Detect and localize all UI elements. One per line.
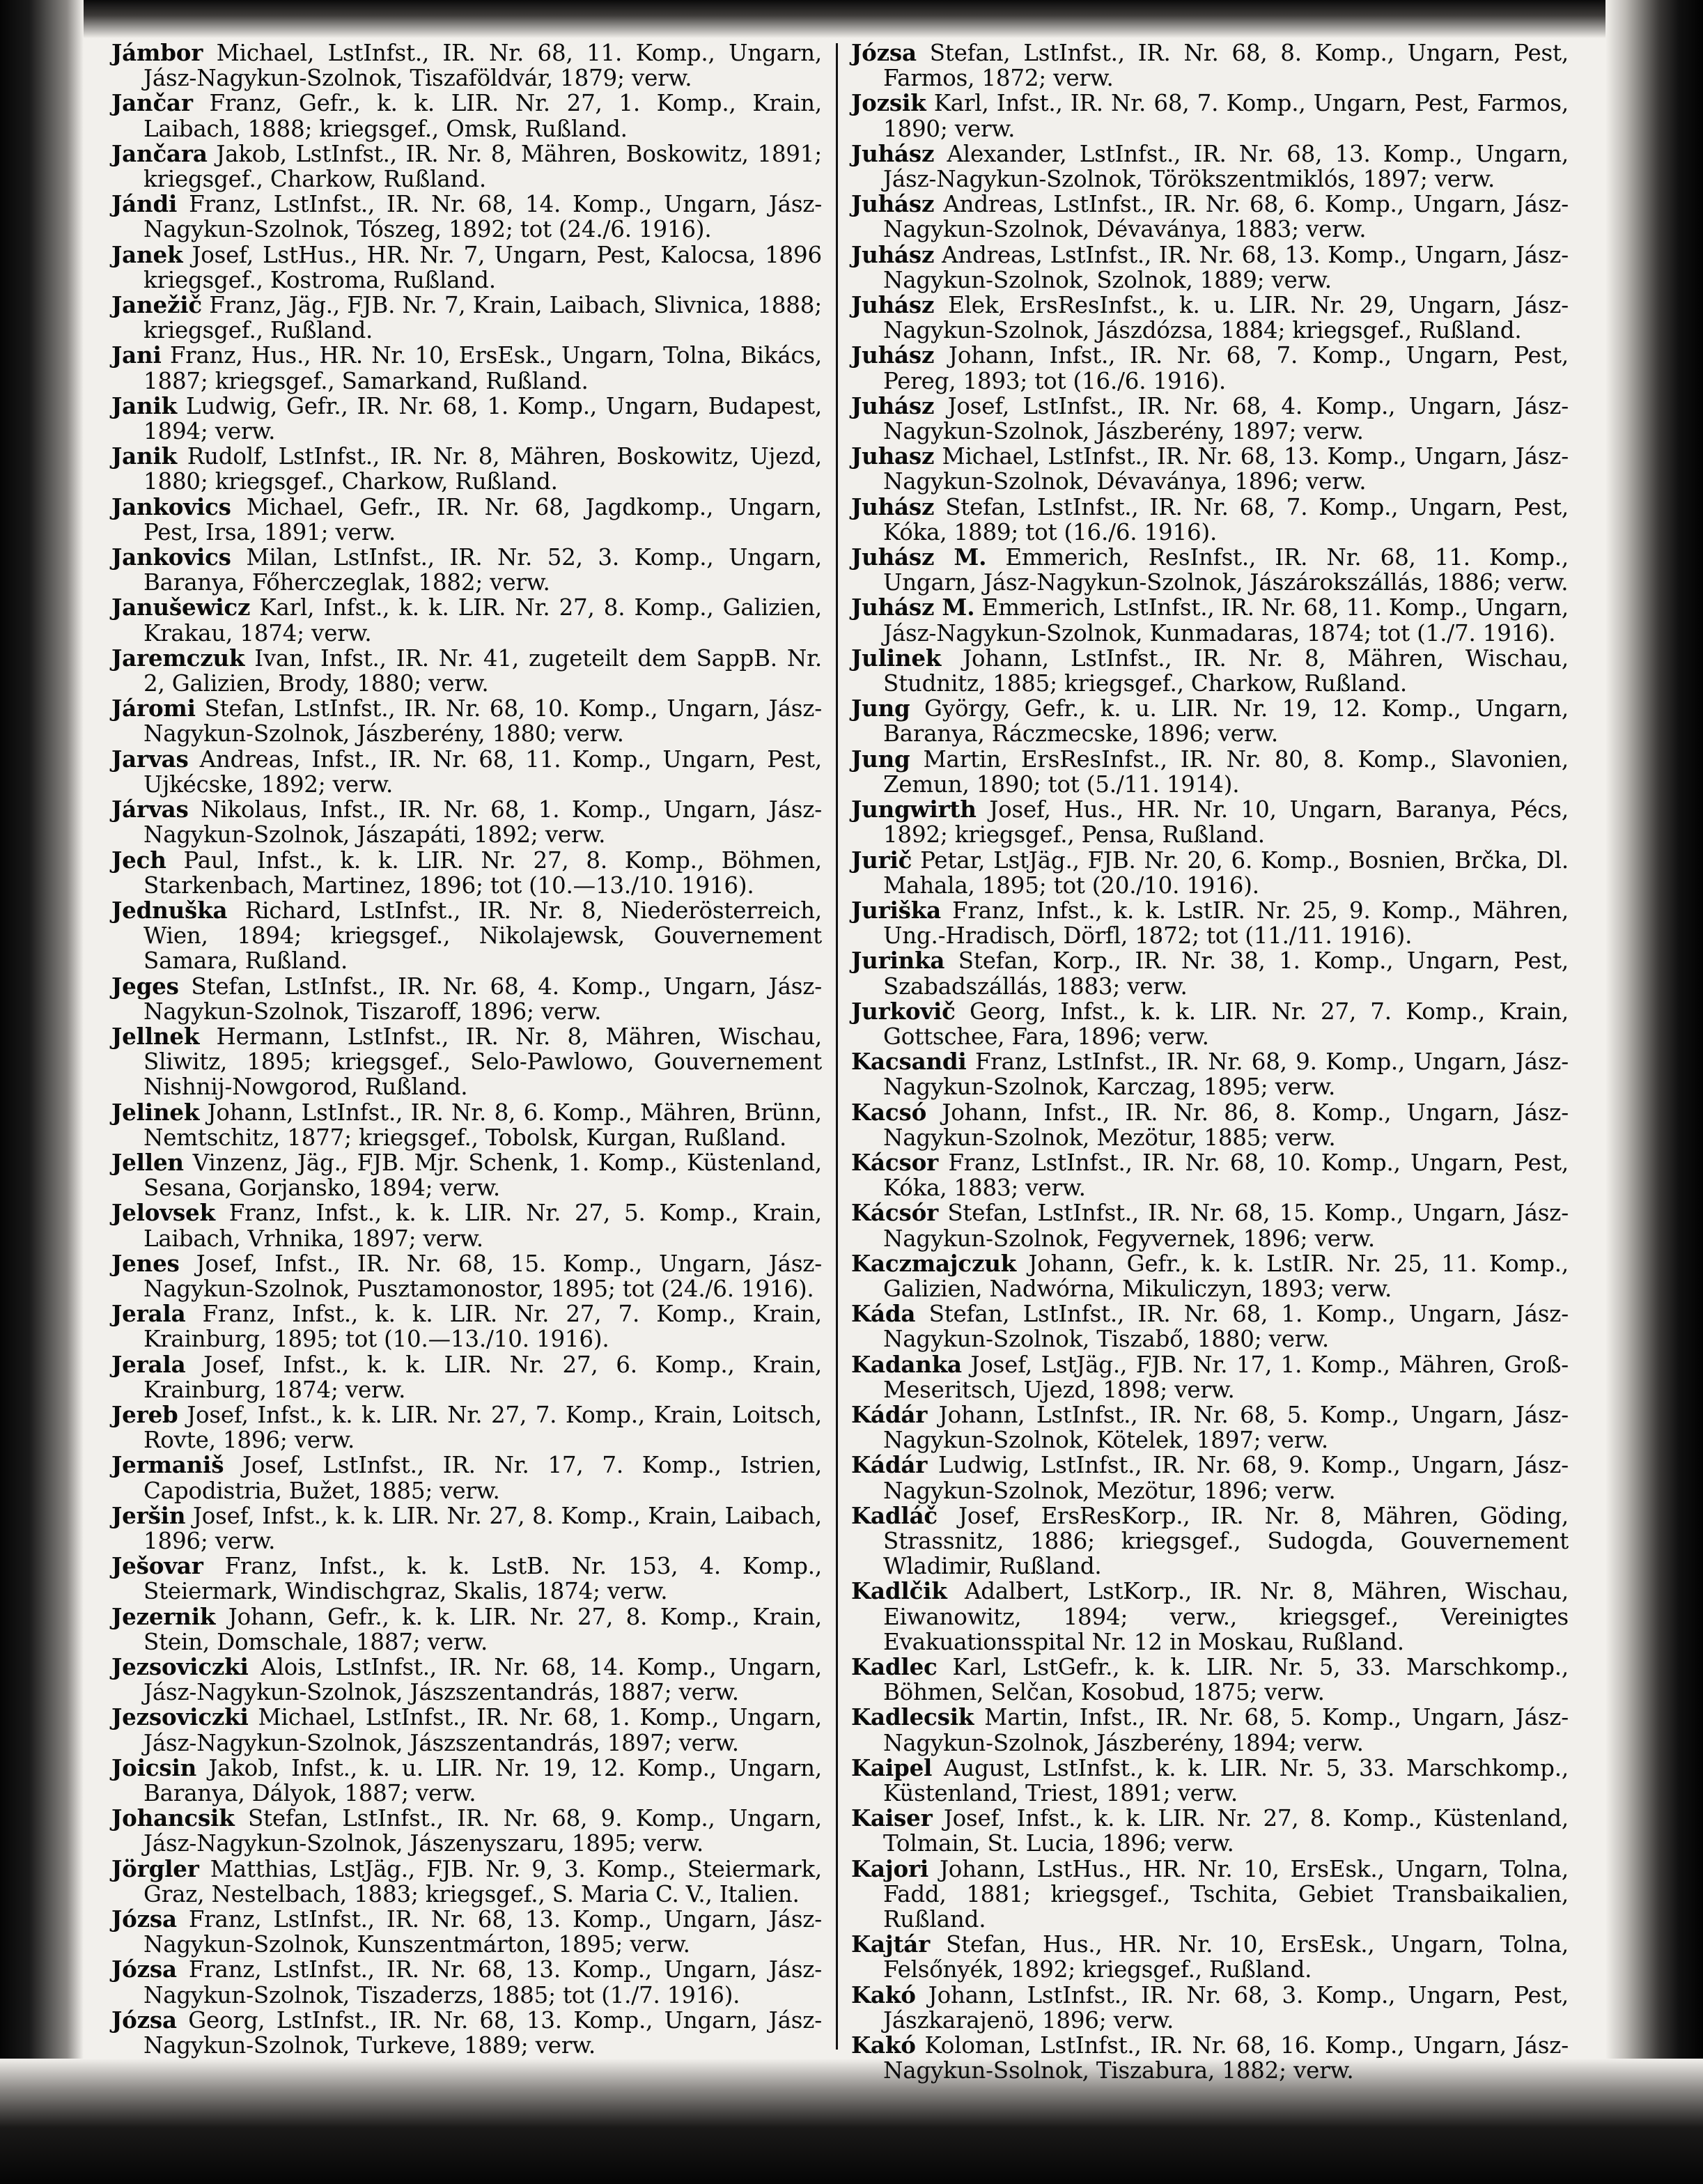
entry-details: Martin, ErsResInfst., IR. Nr. 80, 8. Komp., Slavonien, Zemun, 1890; tot (5./11. 1914).: [883, 745, 1569, 798]
entry-details: Josef, Infst., k. k. LIR. Nr. 27, 7. Komp., Krain, Loitsch, Rovte, 1896; verw.: [143, 1401, 822, 1454]
entry-details: Michael, LstInfst., IR. Nr. 68, 11. Komp., Ungarn, Jász-Nagykun-Szolnok, Tiszaföldvár, 1879; verw.: [143, 40, 822, 92]
list-entry: [111, 1352, 822, 1402]
entry-surname: Johancsik: [111, 1804, 235, 1832]
entry-surname: Juhász: [851, 493, 935, 520]
entry-details: Vinzenz, Jäg., FJB. Mjr. Schenk, 1. Komp., Küstenland, Sesana, Gorjansko, 1894; verw.: [143, 1149, 822, 1202]
entry-surname: Kácsór: [851, 1199, 938, 1227]
list-entry: [851, 646, 1569, 696]
entry-surname: Józsa: [111, 1955, 177, 1983]
entry-details: Stefan, LstInfst., IR. Nr. 68, 8. Komp., Ungarn, Pest, Farmos, 1872; verw.: [883, 40, 1569, 92]
list-entry: [111, 1753, 823, 1807]
entry-surname: Kaiser: [851, 1804, 933, 1832]
list-entry: [111, 595, 822, 645]
list-entry: [851, 242, 1569, 293]
list-entry: [851, 999, 1569, 1049]
entry-details: Alois, LstInfst., IR. Nr. 68, 14. Komp., Ungarn, Jász-Nagykun-Szolnok, Jászszentandrás, 1887; verw.: [143, 1654, 822, 1706]
entry-details: Jakob, Infst., k. u. LIR. Nr. 19, 12. Komp., Ungarn, Baranya, Dályok, 1887; verw.: [143, 1754, 823, 1807]
entry-details: Michael, LstInfst., IR. Nr. 68, 13. Komp., Ungarn, Jász-Nagykun-Szolnok, Dévaványa, 1896; verw.: [883, 443, 1569, 495]
list-entry: [851, 192, 1569, 242]
entry-details: Johann, Gefr., k. k. LIR. Nr. 27, 8. Komp., Krain, Stein, Domschale, 1887; verw.: [143, 1603, 822, 1655]
list-entry: [851, 1402, 1569, 1453]
list-entry: [111, 747, 822, 797]
entry-surname: Jankovics: [111, 493, 231, 520]
entry-surname: Kacsandi: [851, 1048, 967, 1076]
list-entry: [111, 1301, 822, 1352]
entry-surname: Jámbor: [111, 39, 203, 66]
list-entry: [111, 495, 822, 545]
scan-edge-top: [0, 0, 1703, 38]
entry-details: Stefan, LstInfst., IR. Nr. 68, 4. Komp., Ungarn, Jász-Nagykun-Szolnok, Tiszaroff, 1896; verw.: [143, 973, 822, 1025]
entry-surname: Janežič: [111, 291, 202, 319]
entry-details: Johann, LstInfst., IR. Nr. 68, 5. Komp., Ungarn, Jász-Nagykun-Szolnok, Kötelek, 1897; verw.: [883, 1401, 1569, 1454]
entry-details: Josef, Infst., k. k. LIR. Nr. 27, 6. Komp., Krain, Krainburg, 1874; verw.: [143, 1351, 822, 1403]
list-entry: [111, 1604, 822, 1655]
entry-surname: Jani: [111, 341, 162, 369]
entry-details: Josef, LstInfst., IR. Nr. 68, 4. Komp., Ungarn, Jász-Nagykun-Szolnok, Jászberény, 1897; verw.: [883, 392, 1569, 445]
entry-details: Stefan, LstInfst., IR. Nr. 68, 10. Komp., Ungarn, Jász-Nagykun-Szolnok, Jászberény, 1880; verw.: [143, 695, 822, 748]
entry-surname: Kadlčik: [851, 1577, 947, 1605]
entry-details: Paul, Infst., k. k. LIR. Nr. 27, 8. Komp., Böhmen, Starkenbach, Martinez, 1896; tot (10.—13./10. 1916).: [143, 846, 822, 899]
list-entry: [111, 1503, 822, 1554]
entry-details: Milan, LstInfst., IR. Nr. 52, 3. Komp., Ungarn, Baranya, Főherczeglak, 1882; verw.: [143, 544, 822, 596]
list-entry: [111, 91, 822, 141]
entry-surname: Juhász M.: [851, 594, 975, 621]
entry-surname: Jörgler: [111, 1854, 199, 1882]
list-entry: [111, 1100, 822, 1150]
entry-surname: Kakó: [851, 2031, 916, 2059]
list-entry: [851, 2033, 1569, 2083]
entry-surname: Kakó: [851, 1981, 916, 2008]
list-entry: [111, 2008, 822, 2058]
entry-surname: Janik: [111, 392, 177, 419]
entry-surname: Jenes: [111, 1249, 180, 1277]
entry-surname: Jelinek: [111, 1098, 200, 1126]
entry-surname: Juhász: [851, 240, 935, 268]
entry-surname: Jeges: [111, 972, 179, 1000]
entry-details: Rudolf, LstInfst., IR. Nr. 8, Mähren, Boskowitz, Ujezd, 1880; kriegsgef., Charkow, Rußland.: [143, 443, 822, 495]
list-entry: [851, 1705, 1569, 1755]
entry-surname: Jerala: [111, 1300, 186, 1328]
list-entry: [851, 91, 1569, 141]
entry-surname: Jozsik: [851, 89, 926, 117]
entry-details: Richard, LstInfst., IR. Nr. 8, Niederösterreich, Wien, 1894; kriegsgef., Nikolajewsk, Gouvernement Samara, Rußland.: [143, 897, 822, 975]
list-entry: [111, 1854, 822, 1907]
list-entry: [851, 1200, 1569, 1250]
list-entry: [111, 1907, 822, 1957]
entry-details: Andreas, Infst., IR. Nr. 68, 11. Komp., Ungarn, Pest, Ujkécske, 1892; verw.: [143, 745, 822, 798]
entry-surname: Jech: [111, 846, 166, 874]
entry-surname: Jurkovič: [851, 997, 956, 1025]
entry-details: Franz, LstInfst., IR. Nr. 68, 14. Komp., Ungarn, Jász-Nagykun-Szolnok, Tószeg, 1892; tot (24./6. 1916).: [143, 191, 823, 243]
entry-details: Stefan, LstInfst., IR. Nr. 68, 9. Komp., Ungarn, Jász-Nagykun-Szolnok, Jászenyszaru, 1895; verw.: [143, 1805, 822, 1857]
entry-surname: Jurinka: [851, 947, 945, 975]
entry-details: Stefan, Hus., HR. Nr. 10, ErsEsk., Ungarn, Tolna, Felsőnyék, 1892; kriegsgef., Rußland.: [883, 1931, 1569, 1983]
entry-surname: Kádár: [851, 1400, 928, 1428]
list-entry: [851, 1503, 1569, 1579]
entry-details: Franz, LstInfst., IR. Nr. 68, 13. Komp., Ungarn, Jász-Nagykun-Szolnok, Kunszentmárton, 1895; verw.: [143, 1906, 823, 1958]
list-entry: [111, 545, 822, 595]
entry-details: Josef, ErsResKorp., IR. Nr. 8, Mähren, Göding, Strassnitz, 1886; kriegsgef., Sudogda, Gouvernement Wladimir, Rußland.: [883, 1502, 1569, 1580]
entry-details: Michael, LstInfst., IR. Nr. 68, 1. Komp., Ungarn, Jász-Nagykun-Szolnok, Jászszentandrás, 1897; verw.: [143, 1704, 822, 1756]
entry-surname: Józsa: [111, 2006, 177, 2034]
entry-details: August, LstInfst., k. k. LIR. Nr. 5, 33. Marschkomp., Küstenland, Triest, 1891; verw.: [883, 1754, 1569, 1807]
entry-surname: Járvas: [111, 796, 189, 823]
scan-edge-left: [0, 0, 84, 2184]
list-entry: [111, 1554, 822, 1604]
entry-details: Franz, LstInfst., IR. Nr. 68, 13. Komp., Ungarn, Jász-Nagykun-Szolnok, Tiszaderzs, 1885; tot (1./7. 1916).: [143, 1956, 823, 2008]
entry-surname: Jung: [851, 745, 910, 773]
entry-surname: Kadlec: [851, 1653, 938, 1680]
entry-details: Johann, Infst., IR. Nr. 86, 8. Komp., Ungarn, Jász-Nagykun-Szolnok, Mezötur, 1885; verw.: [883, 1099, 1569, 1151]
list-entry: [111, 1150, 822, 1200]
entry-details: Matthias, LstJäg., FJB. Nr. 9, 3. Komp., Steiermark, Graz, Nestelbach, 1883; kriegsgef., S. Maria C. V., Italien.: [143, 1855, 822, 1907]
list-entry: [851, 444, 1569, 494]
entry-details: Franz, LstInfst., IR. Nr. 68, 9. Komp., Ungarn, Jász-Nagykun-Szolnok, Karczag, 1895; verw.: [883, 1048, 1569, 1101]
list-entry: [851, 545, 1569, 595]
list-entry: [111, 1806, 822, 1856]
right-column: [851, 40, 1569, 2083]
entry-details: Stefan, LstInfst., IR. Nr. 68, 7. Komp., Ungarn, Pest, Kóka, 1889; tot (16./6. 1916).: [883, 493, 1569, 545]
entry-surname: Káda: [851, 1300, 916, 1328]
list-entry: [851, 394, 1569, 444]
list-entry: [851, 1251, 1569, 1301]
scan-edge-right: [1605, 0, 1703, 2184]
entry-surname: Jeršin: [111, 1501, 186, 1529]
list-entry: [851, 343, 1569, 393]
entry-surname: Kajtár: [851, 1930, 931, 1958]
entry-details: Johann, LstInfst., IR. Nr. 8, 6. Komp., Mähren, Brünn, Nemtschitz, 1877; kriegsgef., Tobolsk, Kurgan, Rußland.: [143, 1099, 822, 1151]
list-entry: [851, 1352, 1569, 1402]
list-entry: [851, 696, 1569, 746]
entry-details: Karl, Infst., IR. Nr. 68, 7. Komp., Ungarn, Pest, Farmos, 1890; verw.: [883, 90, 1569, 142]
list-entry: [851, 1806, 1569, 1856]
entry-details: Petar, LstJäg., FJB. Nr. 20, 6. Komp., Bosnien, Brčka, Dl. Mahala, 1895; tot (20./10. 1916).: [883, 846, 1569, 899]
list-entry: [851, 1983, 1569, 2033]
entry-surname: Jednuška: [111, 896, 228, 924]
entry-details: Karl, Infst., k. k. LIR. Nr. 27, 8. Komp., Galizien, Krakau, 1874; verw.: [143, 594, 822, 646]
entry-details: Elek, ErsResInfst., k. u. LIR. Nr. 29, Ungarn, Jász-Nagykun-Szolnok, Jászdózsa, 1884; kriegsgef., Rußland.: [883, 292, 1569, 344]
entry-surname: Juhász: [851, 291, 935, 319]
list-entry: [111, 242, 822, 293]
entry-surname: Józsa: [111, 1905, 177, 1933]
entry-surname: Juhász: [851, 190, 935, 218]
entry-surname: Kádár: [851, 1451, 928, 1479]
entry-surname: Ješovar: [111, 1552, 203, 1580]
left-column: [111, 40, 822, 2058]
entry-details: Johann, LstHus., HR. Nr. 10, ErsEsk., Ungarn, Tolna, Fadd, 1881; kriegsgef., Tschita, Gebiet Transbaikalien, Rußland.: [883, 1855, 1569, 1933]
entry-surname: Józsa: [851, 39, 917, 66]
list-entry: [111, 343, 822, 393]
entry-surname: Juriška: [851, 896, 941, 924]
list-entry: [851, 848, 1569, 898]
entry-surname: Joicsin: [111, 1753, 197, 1781]
list-entry: [851, 1049, 1569, 1099]
entry-surname: Jančara: [111, 139, 208, 167]
list-entry: [111, 1402, 822, 1453]
entry-details: Josef, Hus., HR. Nr. 10, Ungarn, Baranya, Pécs, 1892; kriegsgef., Pensa, Rußland.: [883, 796, 1569, 849]
list-entry: [851, 40, 1569, 91]
entry-details: Martin, Infst., IR. Nr. 68, 5. Komp., Ungarn, Jász-Nagykun-Szolnok, Jászberény, 1894; verw.: [883, 1704, 1569, 1756]
entry-details: Johann, LstInfst., IR. Nr. 68, 3. Komp., Ungarn, Pest, Jászkarajenö, 1896; verw.: [883, 1981, 1569, 2034]
entry-surname: Kacsó: [851, 1098, 927, 1126]
entry-surname: Jerala: [111, 1350, 186, 1378]
entry-surname: Kajori: [851, 1854, 929, 1882]
entry-details: Franz, Infst., k. k. LstB. Nr. 153, 4. Komp., Steiermark, Windischgraz, Skalis, 1874; verw.: [143, 1553, 822, 1605]
entry-surname: Jarvas: [111, 745, 189, 773]
list-entry: [111, 1705, 822, 1755]
entry-surname: Janek: [111, 240, 183, 268]
entry-details: Josef, Infst., IR. Nr. 68, 15. Komp., Ungarn, Jász-Nagykun-Szolnok, Pusztamonostor, 1895; tot (24./6. 1916).: [143, 1250, 822, 1302]
list-entry: [851, 1655, 1569, 1705]
entry-surname: Kaczmajczuk: [851, 1249, 1016, 1277]
entry-details: Stefan, LstInfst., IR. Nr. 68, 1. Komp., Ungarn, Jász-Nagykun-Szolnok, Tiszabő, 1880; verw.: [883, 1301, 1569, 1353]
list-entry: [111, 1957, 822, 2007]
list-entry: [111, 1024, 822, 1100]
entry-surname: Jereb: [111, 1400, 178, 1428]
list-entry: [851, 1579, 1569, 1655]
list-entry: [111, 646, 822, 696]
entry-details: Ivan, Infst., IR. Nr. 41, zugeteilt dem SappB. Nr. 2, Galizien, Brody, 1880; verw.: [143, 644, 822, 697]
entry-surname: Kácsor: [851, 1148, 938, 1176]
list-entry: [851, 293, 1569, 343]
list-entry: [111, 1453, 822, 1503]
entry-details: Franz, Infst., k. k. LIR. Nr. 27, 7. Komp., Krain, Krainburg, 1895; tot (10.—13./10. 1916).: [143, 1301, 822, 1353]
list-entry: [851, 141, 1569, 192]
entry-surname: Juhász: [851, 139, 935, 167]
list-entry: [111, 1655, 822, 1705]
column-divider: [836, 43, 838, 2050]
entry-details: Franz, Infst., k. k. LIR. Nr. 27, 5. Komp., Krain, Laibach, Vrhnika, 1897; verw.: [143, 1200, 823, 1252]
entry-details: Josef, LstInfst., IR. Nr. 17, 7. Komp., Istrien, Capodistria, Bužet, 1885; verw.: [143, 1452, 822, 1504]
entry-details: Stefan, LstInfst., IR. Nr. 68, 15. Komp., Ungarn, Jász-Nagykun-Szolnok, Fegyvernek, 1896; verw.: [883, 1200, 1569, 1252]
entry-surname: Jezsoviczki: [111, 1653, 249, 1680]
entry-surname: Járomi: [111, 695, 196, 722]
entry-surname: Jezernik: [111, 1602, 216, 1630]
list-entry: [111, 444, 822, 494]
list-entry: [851, 1301, 1569, 1352]
list-entry: [111, 394, 822, 444]
entry-details: Karl, LstGefr., k. k. LIR. Nr. 5, 33. Marschkomp., Böhmen, Selčan, Kosobud, 1875; verw.: [883, 1654, 1569, 1706]
entry-surname: Juhász: [851, 392, 935, 419]
entry-surname: Jančar: [111, 89, 193, 117]
list-entry: [851, 797, 1569, 847]
entry-surname: Jelovsek: [111, 1199, 215, 1227]
entry-surname: Jezsoviczki: [111, 1703, 249, 1731]
entry-surname: Kadláč: [851, 1501, 938, 1529]
entry-details: Koloman, LstInfst., IR. Nr. 68, 16. Komp., Ungarn, Jász-Nagykun-Ssolnok, Tiszabura, 1882; verw.: [883, 2032, 1569, 2084]
entry-surname: Jungwirth: [851, 796, 977, 823]
entry-details: György, Gefr., k. u. LIR. Nr. 19, 12. Komp., Ungarn, Baranya, Ráczmecske, 1896; verw.: [883, 695, 1569, 748]
entry-details: Alexander, LstInfst., IR. Nr. 68, 13. Komp., Ungarn, Jász-Nagykun-Szolnok, Törökszentmiklós, 1897; verw.: [883, 140, 1569, 193]
entry-surname: Jellen: [111, 1148, 184, 1176]
list-entry: [111, 848, 822, 898]
entry-surname: Kaipel: [851, 1753, 933, 1781]
entry-details: Josef, Infst., k. k. LIR. Nr. 27, 8. Komp., Küstenland, Tolmain, St. Lucia, 1896; verw.: [883, 1805, 1569, 1857]
list-entry: [111, 797, 822, 847]
entry-details: Georg, Infst., k. k. LIR. Nr. 27, 7. Komp., Krain, Gottschee, Fara, 1896; verw.: [883, 998, 1569, 1050]
entry-details: Ludwig, LstInfst., IR. Nr. 68, 9. Komp., Ungarn, Jász-Nagykun-Szolnok, Mezötur, 1896; verw.: [883, 1452, 1569, 1504]
entry-details: Ludwig, Gefr., IR. Nr. 68, 1. Komp., Ungarn, Budapest, 1894; verw.: [143, 392, 822, 445]
entry-surname: Kadlecsik: [851, 1703, 974, 1731]
list-entry: [111, 1200, 822, 1250]
entry-surname: Juhász M.: [851, 543, 987, 571]
entry-surname: Jellnek: [111, 1022, 200, 1050]
list-entry: [111, 293, 822, 343]
entry-surname: Juhasz: [851, 442, 935, 470]
entry-details: Nikolaus, Infst., IR. Nr. 68, 1. Komp., Ungarn, Jász-Nagykun-Szolnok, Jászapáti, 1892; verw.: [143, 796, 822, 849]
entry-surname: Janik: [111, 442, 177, 470]
entry-surname: Juhász: [851, 341, 935, 369]
entry-details: Franz, Gefr., k. k. LIR. Nr. 27, 1. Komp., Krain, Laibach, 1888; kriegsgef., Omsk, Rußland.: [143, 90, 822, 142]
entry-surname: Kadanka: [851, 1350, 962, 1378]
entry-surname: Jung: [851, 695, 910, 722]
entry-details: Franz, Infst., k. k. LstIR. Nr. 25, 9. Komp., Mähren, Ung.-Hradisch, Dörfl, 1872; tot (11./11. 1916).: [883, 897, 1569, 950]
entry-surname: Jurič: [851, 846, 912, 874]
list-entry: [851, 948, 1569, 998]
list-entry: [111, 192, 822, 242]
entry-surname: Janušewicz: [111, 594, 251, 621]
entry-details: Michael, Gefr., IR. Nr. 68, Jagdkomp., Ungarn, Pest, Irsa, 1891; verw.: [143, 493, 822, 545]
entry-details: Franz, LstInfst., IR. Nr. 68, 10. Komp., Ungarn, Pest, Kóka, 1883; verw.: [883, 1149, 1569, 1202]
list-entry: [851, 1932, 1569, 1982]
list-entry: [111, 898, 822, 974]
list-entry: [111, 141, 822, 192]
entry-details: Johann, Infst., IR. Nr. 68, 7. Komp., Ungarn, Pest, Pereg, 1893; tot (16./6. 1916).: [883, 342, 1569, 394]
list-entry: [851, 1150, 1569, 1200]
entry-details: Josef, Infst., k. k. LIR. Nr. 27, 8. Komp., Krain, Laibach, 1896; verw.: [143, 1502, 822, 1554]
list-entry: [851, 1100, 1569, 1150]
list-entry: [851, 495, 1569, 545]
entry-details: Emmerich, LstInfst., IR. Nr. 68, 11. Komp., Ungarn, Jász-Nagykun-Szolnok, Kunmadaras, 1874; tot (1./7. 1916).: [883, 594, 1569, 646]
entry-details: Franz, Hus., HR. Nr. 10, ErsEsk., Ungarn, Tolna, Bikács, 1887; kriegsgef., Samarkand, Rußland.: [143, 342, 822, 394]
list-entry: [111, 40, 822, 91]
list-entry: [111, 1251, 822, 1301]
list-entry: [851, 898, 1569, 948]
entry-details: Hermann, LstInfst., IR. Nr. 8, Mähren, Wischau, Sliwitz, 1895; kriegsgef., Selo-Pawlowo, Gouvernement Nishnij-Nowgorod, Rußland.: [143, 1023, 823, 1101]
entry-surname: Jándi: [111, 190, 178, 218]
entry-details: Stefan, Korp., IR. Nr. 38, 1. Komp., Ungarn, Pest, Szabadszállás, 1883; verw.: [883, 947, 1569, 1000]
entry-details: Johann, Gefr., k. k. LstIR. Nr. 25, 11. Komp., Galizien, Nadwórna, Mikuliczyn, 1893; verw.: [883, 1250, 1569, 1302]
entry-surname: Jermaniš: [111, 1451, 224, 1479]
entry-details: Johann, LstInfst., IR. Nr. 8, Mähren, Wischau, Studnitz, 1885; kriegsgef., Charkow, Rußland.: [883, 644, 1569, 697]
list-entry: [851, 1753, 1569, 1807]
entry-details: Andreas, LstInfst., IR. Nr. 68, 13. Komp., Ungarn, Jász-Nagykun-Szolnok, Szolnok, 1889; verw.: [883, 241, 1569, 293]
entry-details: Jakob, LstInfst., IR. Nr. 8, Mähren, Boskowitz, 1891; kriegsgef., Charkow, Rußland.: [143, 140, 822, 193]
entry-surname: Julinek: [851, 644, 942, 672]
entry-surname: Jankovics: [111, 543, 231, 571]
list-entry: [111, 974, 822, 1024]
list-entry: [111, 696, 822, 746]
entry-details: Franz, Jäg., FJB. Nr. 7, Krain, Laibach, Slivnica, 1888; kriegsgef., Rußland.: [143, 292, 822, 344]
entry-surname: Jaremczuk: [111, 644, 245, 672]
entry-details: Josef, LstJäg., FJB. Nr. 17, 1. Komp., Mähren, Groß-Meseritsch, Ujezd, 1898; verw.: [883, 1351, 1569, 1403]
entry-details: Andreas, LstInfst., IR. Nr. 68, 6. Komp., Ungarn, Jász-Nagykun-Szolnok, Dévaványa, 1883; verw.: [883, 191, 1569, 243]
list-entry: [851, 1854, 1569, 1933]
list-entry: [851, 747, 1569, 797]
entry-details: Emmerich, ResInfst., IR. Nr. 68, 11. Komp., Ungarn, Jász-Nagykun-Szolnok, Jászárokszállás, 1886; verw.: [883, 544, 1569, 596]
entry-details: Adalbert, LstKorp., IR. Nr. 8, Mähren, Wischau, Eiwanowitz, 1894; verw., kriegsgef., Vereinigtes Evakuationsspital Nr. 12 in Moskau, Rußland.: [883, 1578, 1569, 1655]
list-entry: [851, 595, 1569, 645]
list-entry: [851, 1453, 1569, 1503]
entry-details: Georg, LstInfst., IR. Nr. 68, 13. Komp., Ungarn, Jász-Nagykun-Szolnok, Turkeve, 1889; verw.: [143, 2006, 822, 2059]
entry-details: Josef, LstHus., HR. Nr. 7, Ungarn, Pest, Kalocsa, 1896 kriegsgef., Kostroma, Rußland.: [143, 241, 822, 293]
